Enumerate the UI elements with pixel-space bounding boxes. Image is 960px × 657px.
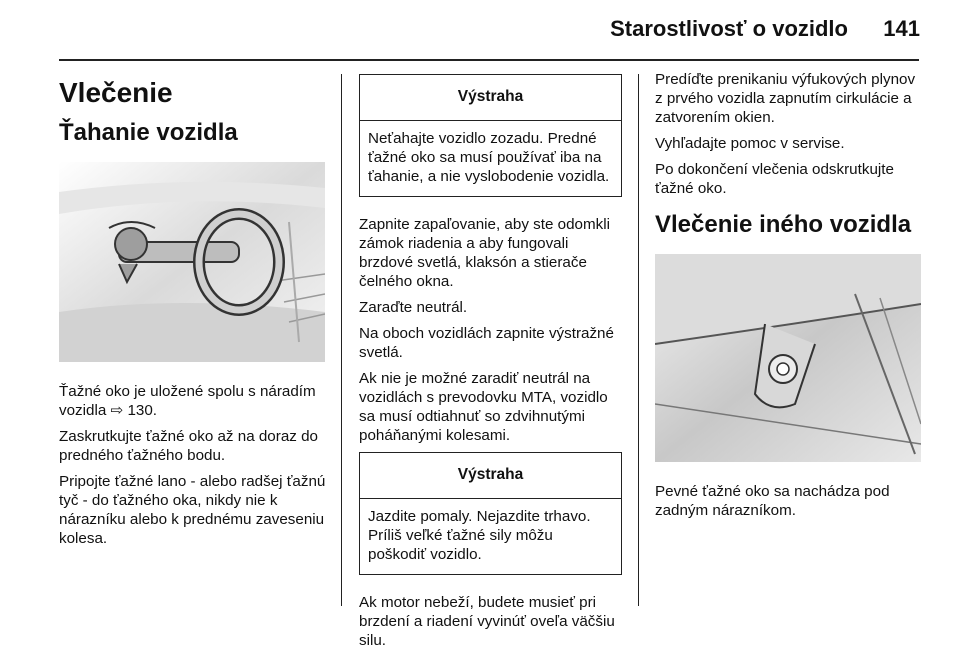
warning-box-2 <box>359 452 622 575</box>
warning-text: Neťahajte vozidlo zozadu. Predné ťažné oko sa musí používať iba na ťahanie, a nie vyslobodenie vozidla. <box>368 130 610 185</box>
paragraph: Po dokončení vlečenia odskrutkujte ťažné oko. <box>655 161 894 197</box>
rear-towing-eye-illustration <box>655 254 921 462</box>
towing-eye-illustration <box>59 162 325 362</box>
warning-text: Jazdite pomaly. Nejazdite trhavo. Príliš veľké ťažné sily môžu poškodiť vozidlo. <box>368 508 591 563</box>
image-caption: Pevné ťažné oko sa nachádza pod zadným nárazníkom. <box>655 483 890 519</box>
subsection-title-towing-other: Vlečenie iného vozidla <box>655 211 912 238</box>
paragraph: Predíďte prenikaniu výfukových plynov z prvého vozidla zapnutím cirkulácie a zatvorením okien. <box>655 71 916 126</box>
column-2 <box>359 70 622 657</box>
header-title: Starostlivosť o vozidlo <box>610 16 848 41</box>
header-rule <box>59 59 919 61</box>
paragraph: Ťažné oko je uložené spolu s náradím vozidla ⇨ 130. <box>59 383 316 419</box>
paragraph: Ak motor nebeží, budete musieť pri brzdení a riadení vyvinúť oveľa väčšiu silu. <box>359 594 615 649</box>
paragraph: Zaskrutkujte ťažné oko až na doraz do predného ťažného bodu. <box>59 428 318 464</box>
warning-heading: Výstraha <box>360 75 621 121</box>
subsection-title-towing: Ťahanie vozidla <box>59 119 238 146</box>
column-1 <box>59 70 329 555</box>
page-number: 141 <box>883 16 920 41</box>
column-divider-2 <box>638 74 639 606</box>
paragraph: Na oboch vozidlách zapnite výstražné svetlá. <box>359 325 614 361</box>
section-title: Vlečenie <box>59 77 173 108</box>
paragraph: Zaraďte neutrál. <box>359 299 468 316</box>
paragraph: Zapnite zapaľovanie, aby ste odomkli zámok riadenia a aby fungovali brzdové svetlá, klaksón a stierače čelného okna. <box>359 216 610 290</box>
page-header <box>0 0 960 62</box>
warning-box-1 <box>359 74 622 197</box>
paragraph: Pripojte ťažné lano - alebo radšej ťažnú tyč - do ťažného oka, nikdy nie k nárazníku alebo k prednému zaveseniu kolesa. <box>59 473 326 547</box>
paragraph: Ak nie je možné zaradiť neutrál na vozidlách s prevodovku MTA, vozidlo sa musí odtiahnuť so zdvihnutými poháňanými kolesami. <box>359 370 608 444</box>
paragraph: Vyhľadajte pomoc v servise. <box>655 135 845 152</box>
column-3 <box>655 70 920 527</box>
column-divider-1 <box>341 74 342 606</box>
warning-heading: Výstraha <box>360 453 621 499</box>
